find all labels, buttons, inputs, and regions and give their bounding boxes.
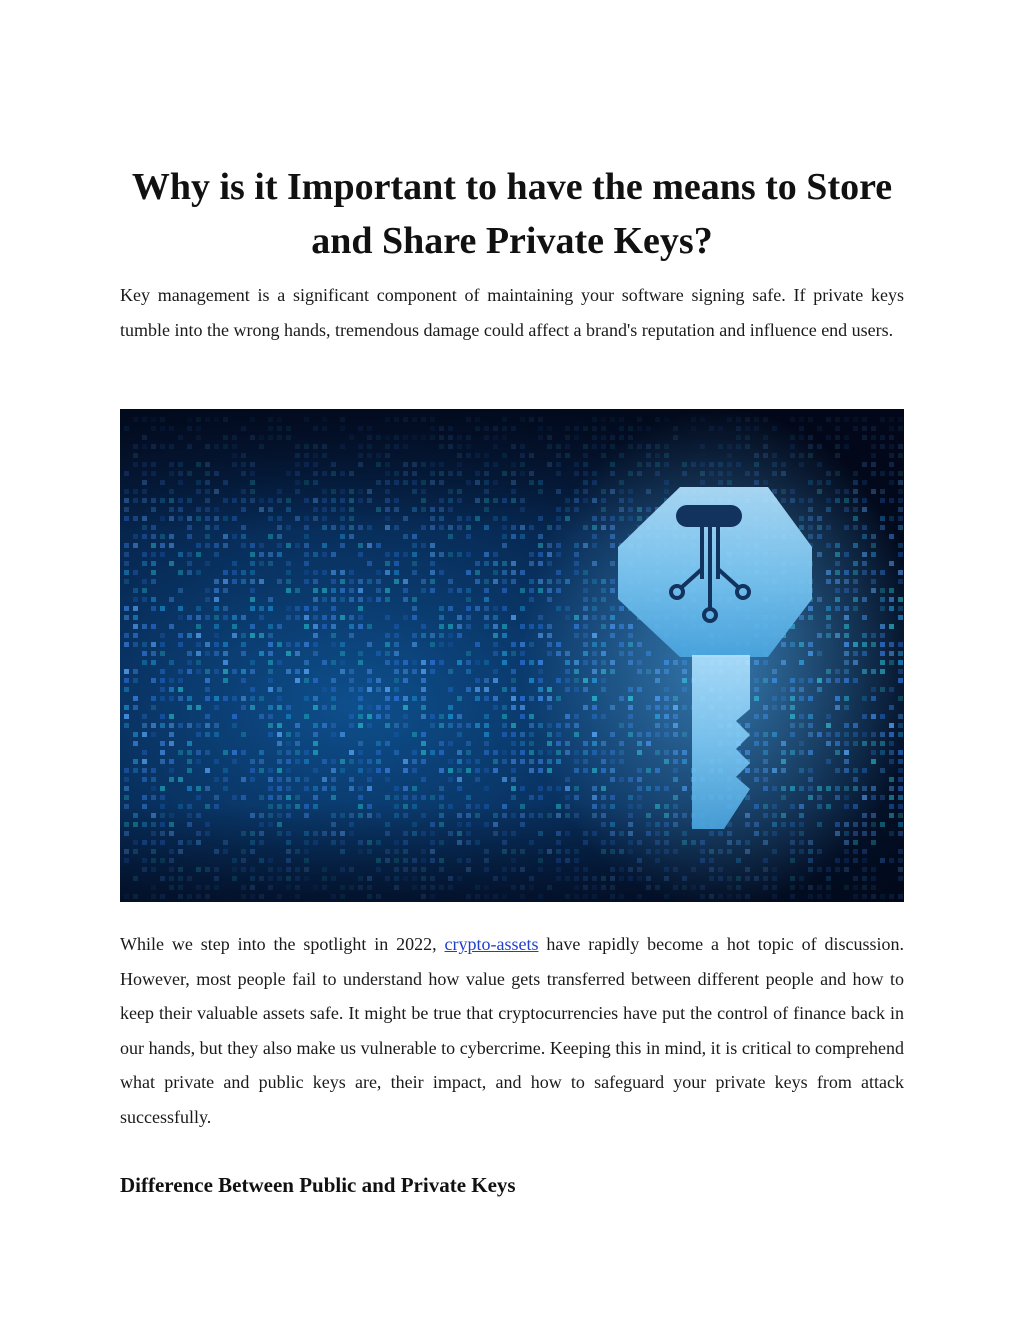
section-heading: Difference Between Public and Private Keys (120, 1173, 516, 1197)
body-paragraph (120, 927, 904, 1134)
page-title: Why is it Important to have the means to Store and Share Private Keys? (131, 166, 893, 262)
crypto-assets-link[interactable]: crypto-assets (444, 934, 539, 954)
paragraph-text-end: have rapidly become a hot topic of discussion. However, most people fail to understand how value gets transferred between different people and how to keep their valuable assets safe. It might be true that cryptocurrencies have put the control of finance back in our hands, but they also make us vulnerable to cybercrime. Keeping this in mind, it is critical to comprehend what private and public keys are, their impact, and how to safeguard your private keys from attack successfully. (120, 934, 904, 1127)
paragraph-text-start: While we step into the spotlight in 2022, (120, 934, 445, 954)
intro-paragraph: Key management is a significant component of maintaining your software signing safe. If private keys tumble into the wrong hands, tremendous damage could affect a brand's reputation and influence end users. (120, 285, 904, 340)
hero-image (120, 409, 904, 902)
